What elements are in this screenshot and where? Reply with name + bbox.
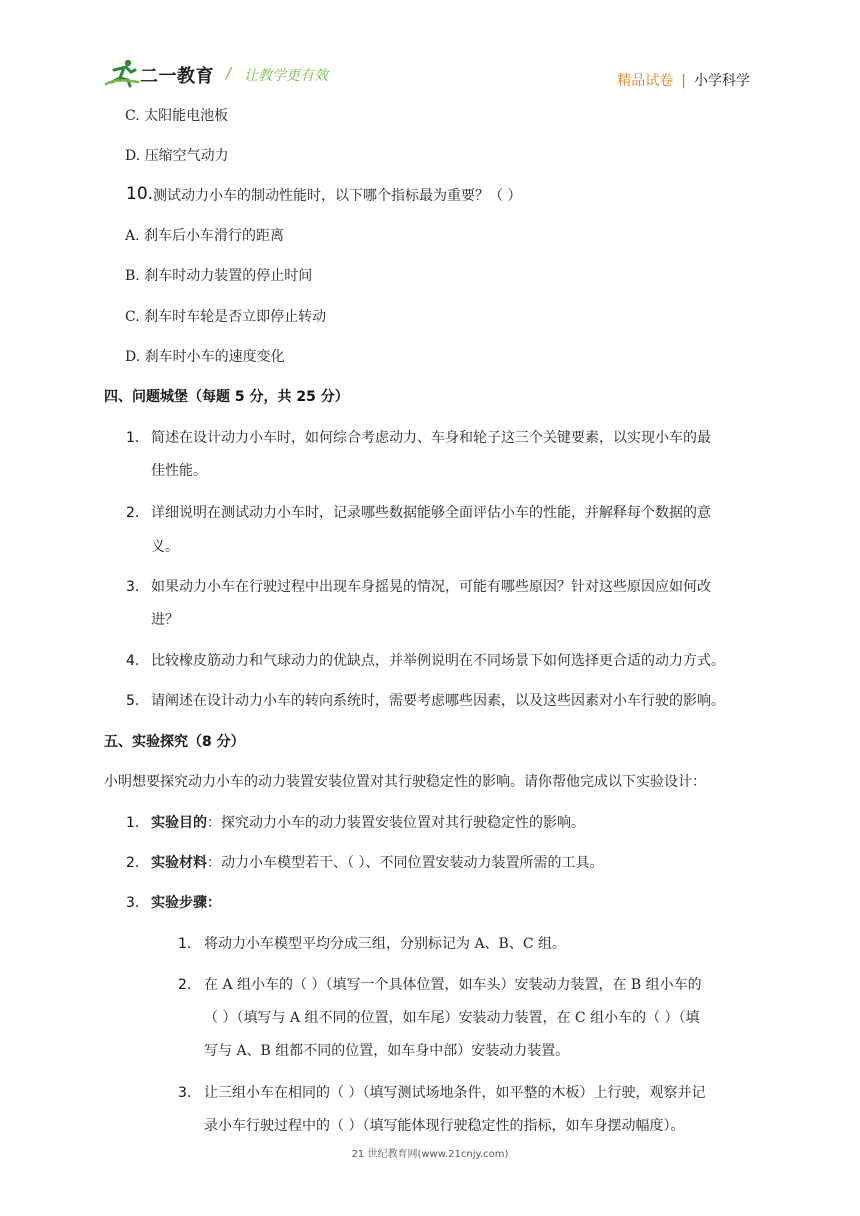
s5-item1	[151, 813, 585, 833]
s4-q2-number: 2.	[126, 505, 140, 521]
s5-item3-number: 3.	[126, 895, 140, 911]
page-footer: 21 世纪教育网(www.21cnjy.com)	[351, 1149, 509, 1160]
s4-q2-text-cont: 义。	[151, 539, 179, 555]
q10-text: 测试动力小车的制动性能时，以下哪个指标最为重要？（ ）	[153, 188, 522, 204]
s4-q2-text: 详细说明在测试动力小车时，记录哪些数据能够全面评估小车的性能，并解释每个数据的意	[151, 505, 711, 521]
logo-text: 二一教育	[140, 66, 214, 87]
s5-item1-text: ：探究动力小车的动力装置安装位置对其行驶稳定性的影响。	[207, 815, 585, 831]
step1-number: 1.	[178, 936, 192, 952]
q10-option-a: A. 刹车后小车滑行的距离	[125, 228, 285, 244]
s5-item2-text: ：动力小车模型若干、（ ）、不同位置安装动力装置所需的工具。	[207, 855, 604, 871]
step3-text: 让三组小车在相同的（ ）（填写测试场地条件，如平整的木板）上行驶，观察并记	[204, 1085, 706, 1101]
s4-q1-number: 1.	[126, 430, 140, 446]
s4-q5-text: 请阐述在设计动力小车的转向系统时，需要考虑哪些因素，以及这些因素对小车行驶的影响。	[151, 693, 725, 709]
step3-number: 3.	[178, 1085, 192, 1101]
s4-q1-text-cont: 佳性能。	[151, 463, 207, 479]
s4-q3-text: 如果动力小车在行驶过程中出现车身摇晃的情况，可能有哪些原因？针对这些原因应如何改	[151, 579, 711, 595]
q9-option-d: D. 压缩空气动力	[125, 148, 229, 164]
section-5-intro: 小明想要探究动力小车的动力装置安装位置对其行驶稳定性的影响。请你帮他完成以下实验设计：	[104, 774, 706, 790]
s4-q4-number: 4.	[126, 653, 140, 669]
q10-number: 10.	[126, 184, 154, 204]
s5-item2-label: 实验材料	[151, 855, 207, 871]
s4-q1-text: 简述在设计动力小车时，如何综合考虑动力、车身和轮子这三个关键要素，以实现小车的最	[151, 430, 711, 446]
q10-option-c: C. 刹车时车轮是否立即停止转动	[125, 309, 327, 325]
step2-text: 在 A 组小车的（ ）（填写一个具体位置，如车头）安装动力装置，在 B 组小车的	[204, 977, 702, 993]
s4-q5-number: 5.	[126, 693, 140, 709]
s5-item3-label: 实验步骤	[151, 895, 207, 911]
q10-option-d: D. 刹车时小车的速度变化	[125, 349, 285, 365]
q9-option-c: C. 太阳能电池板	[125, 108, 229, 124]
q10-option-b: B. 刹车时动力装置的停止时间	[125, 268, 313, 284]
s4-q3-text-cont: 进？	[151, 612, 179, 628]
logo-slogan: 让教学更有效	[244, 68, 328, 84]
step1-text: 将动力小车模型平均分成三组，分别标记为 A、B、C 组。	[204, 936, 567, 952]
step2-text-cont-2: 写与 A、B 组都不同的位置，如车身中部）安装动力装置。	[204, 1043, 570, 1059]
tag-premium: 精品试卷	[617, 73, 674, 89]
tag-separator: |	[681, 73, 686, 89]
s5-item2	[151, 853, 603, 873]
step2-number: 2.	[178, 977, 192, 993]
s5-item2-number: 2.	[126, 855, 140, 871]
s4-q4-text: 比较橡皮筋动力和气球动力的优缺点，并举例说明在不同场景下如何选择更合适的动力方式。	[151, 653, 725, 669]
s5-item3-text: ：	[207, 895, 221, 911]
step2-text-cont-1: （ ）（填写与 A 组不同的位置，如车尾）安装动力装置，在 C 组小车的（ ）（填	[204, 1010, 700, 1026]
logo-slash: /	[226, 64, 232, 82]
tag-subject: 小学科学	[694, 73, 750, 89]
section-4-title: 四、问题城堡（每题 5 分，共 25 分）	[104, 389, 349, 405]
s5-item3	[151, 893, 221, 913]
step3-text-cont: 录小车行驶过程中的（ ）（填写能体现行驶稳定性的指标，如车身摆动幅度）。	[204, 1118, 685, 1134]
s5-item1-number: 1.	[126, 815, 140, 831]
s5-item1-label: 实验目的	[151, 815, 207, 831]
s4-q3-number: 3.	[126, 579, 140, 595]
section-5-title: 五、实验探究（8 分）	[104, 734, 245, 750]
